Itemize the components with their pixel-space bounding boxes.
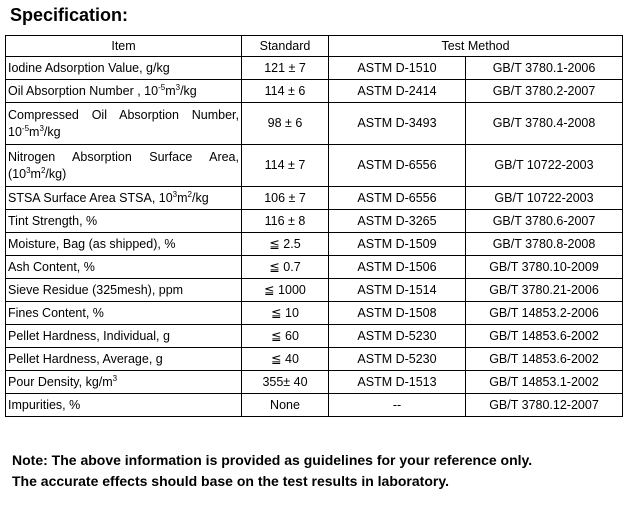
item-cell: Pellet Hardness, Average, g	[6, 348, 242, 371]
gbt-method-cell: GB/T 14853.2-2006	[466, 302, 623, 325]
table-row	[6, 325, 623, 348]
item-cell: Oil Absorption Number , $10^{-5}m^3/kg$	[6, 80, 242, 103]
table-row	[6, 57, 623, 80]
astm-method-cell: ASTM D-3493	[329, 103, 466, 145]
astm-method-cell: ASTM D-5230	[329, 325, 466, 348]
gbt-method-cell: GB/T 3780.1-2006	[466, 57, 623, 80]
item-cell: Sieve Residue (325mesh), ppm	[6, 279, 242, 302]
item-cell: STSA Surface Area STSA, $10^3m^2/kg$	[6, 187, 242, 210]
gbt-method-cell: GB/T 3780.12-2007	[466, 394, 623, 417]
gbt-method-cell: GB/T 3780.2-2007	[466, 80, 623, 103]
standard-cell: 355± 40	[242, 371, 329, 394]
item-cell: Fines Content, %	[6, 302, 242, 325]
standard-cell: ≦ 60	[242, 325, 329, 348]
note-line-2: The accurate effects should base on the test results in laboratory.	[12, 473, 449, 489]
gbt-method-cell: GB/T 3780.10-2009	[466, 256, 623, 279]
gbt-method-cell: GB/T 3780.6-2007	[466, 210, 623, 233]
table-row	[6, 348, 623, 371]
table-row	[6, 371, 623, 394]
item-cell: Impurities, %	[6, 394, 242, 417]
standard-cell: 98 ± 6	[242, 103, 329, 145]
gbt-method-cell: GB/T 14853.6-2002	[466, 348, 623, 371]
table-row	[6, 279, 623, 302]
standard-cell: ≦ 0.7	[242, 256, 329, 279]
gbt-method-cell: GB/T 3780.21-2006	[466, 279, 623, 302]
standard-cell: ≦ 10	[242, 302, 329, 325]
astm-method-cell: ASTM D-1510	[329, 57, 466, 80]
table-row	[6, 145, 623, 187]
standard-cell: ≦ 40	[242, 348, 329, 371]
astm-method-cell: ASTM D-1506	[329, 256, 466, 279]
gbt-method-cell: GB/T 3780.4-2008	[466, 103, 623, 145]
item-cell: Nitrogen Absorption Surface Area, $(10^3m^2/kg)$	[6, 145, 242, 187]
table-row	[6, 233, 623, 256]
astm-method-cell: ASTM D-6556	[329, 145, 466, 187]
astm-method-cell: ASTM D-1508	[329, 302, 466, 325]
disclaimer-note	[12, 450, 532, 492]
standard-cell: 114 ± 7	[242, 145, 329, 187]
astm-method-cell: ASTM D-6556	[329, 187, 466, 210]
item-cell: Pour Density, $kg/m^3$	[6, 371, 242, 394]
item-cell: Moisture, Bag (as shipped), %	[6, 233, 242, 256]
gbt-method-cell: GB/T 10722-2003	[466, 145, 623, 187]
page-title: Specification:	[10, 5, 129, 25]
item-cell: Pellet Hardness, Individual, g	[6, 325, 242, 348]
gbt-method-cell: GB/T 14853.1-2002	[466, 371, 623, 394]
standard-cell: None	[242, 394, 329, 417]
astm-method-cell: ASTM D-1513	[329, 371, 466, 394]
standard-cell: ≦ 1000	[242, 279, 329, 302]
standard-cell: ≦ 2.5	[242, 233, 329, 256]
item-cell: Ash Content, %	[6, 256, 242, 279]
test-method-header: Test Method	[329, 36, 623, 57]
standard-cell: 121 ± 7	[242, 57, 329, 80]
note-line-1: Note: The above information is provided as guidelines for your reference only.	[12, 452, 533, 468]
item-cell: Compressed Oil Absorption Number, $10^{-5}m^3/kg$	[6, 103, 242, 145]
header-row	[6, 36, 623, 57]
astm-method-cell: ASTM D-1509	[329, 233, 466, 256]
table-row	[6, 187, 623, 210]
item-cell: Iodine Adsorption Value, g/kg	[6, 57, 242, 80]
astm-method-cell: --	[329, 394, 466, 417]
standard-cell: 116 ± 8	[242, 210, 329, 233]
table-row	[6, 256, 623, 279]
standard-cell: 106 ± 7	[242, 187, 329, 210]
table-row	[6, 80, 623, 103]
astm-method-cell: ASTM D-5230	[329, 348, 466, 371]
specification-table	[5, 35, 623, 417]
standard-header: Standard	[242, 36, 329, 57]
gbt-method-cell: GB/T 3780.8-2008	[466, 233, 623, 256]
table-row	[6, 210, 623, 233]
table-row	[6, 103, 623, 145]
gbt-method-cell: GB/T 10722-2003	[466, 187, 623, 210]
astm-method-cell: ASTM D-2414	[329, 80, 466, 103]
table-row	[6, 302, 623, 325]
table-row	[6, 394, 623, 417]
astm-method-cell: ASTM D-3265	[329, 210, 466, 233]
gbt-method-cell: GB/T 14853.6-2002	[466, 325, 623, 348]
item-cell: Tint Strength, %	[6, 210, 242, 233]
astm-method-cell: ASTM D-1514	[329, 279, 466, 302]
standard-cell: 114 ± 6	[242, 80, 329, 103]
item-header: Item	[6, 36, 242, 57]
